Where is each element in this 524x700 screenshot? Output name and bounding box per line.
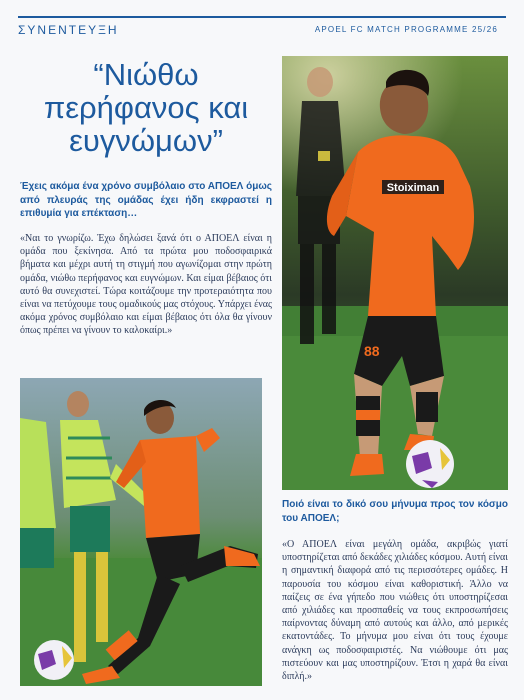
headline [20,58,272,157]
shorts-number: 88 [364,343,380,359]
headline-line-3: ευγνώμων” [69,123,223,158]
answer-1: «Ναι το γνωρίζω. Έχω δηλώσει ξανά ότι ο ΑΠΟΕΛ είναι η ομάδα που ξεκίνησα. Από τα πρώτα μου ποδοσφαιρικά βήματα και μέχρι αυτή τη στιγμή που αγωνίζομαι στην πρώτη ομάδα, νιώθω περήφανος και ευγνώμων. Και είμαι βέβαιος ότι αυτό θα συνεχιστεί. Τώρα κοιτάζουμε την προτεραιότητα που είναι να πετύχουμε τους ομαδικούς μας στόχους. Υπάρχει ένας ακόμα χρόνος συμβόλαιο και είμαι βέβαιος ότι όλα θα γίνουν όπως πρέπει να γίνουν το καλοκαίρι.» [20,233,272,337]
player-running-photo [282,56,508,490]
headline-line-1: “Νιώθω [93,57,199,92]
programme-label: APOEL FC MATCH PROGRAMME 25/26 [314,25,498,34]
question-2: Ποιό είναι το δικό σου μήνυμα προς τον κόσμο του ΑΠΟΕΛ; [282,499,508,524]
answer-2: «Ο ΑΠΟΕΛ είναι μεγάλη ομάδα, ακριβώς γιατί υποστηρίζεται από δεκάδες χιλιάδες κόσμου. Αυτή είναι η σημαντική διαφορά από τις περισσότερες ομάδες. Η παρουσία του κόσμου είναι καθοριστική. Άλλο να παίζεις σε ένα γήπεδο που νιώθεις ότι υποστηρίζεσαι από χιλιάδες και προσπαθείς να τους εκπροσωπήσεις παίρνοντας δύναμη από αυτούς και άλλο, από μερικές εκατοντάδες. Το μήνυμα μου είναι ότι τους έχουμε ανάγκη ως ποδοσφαιριστές. Να νιώθουμε ότι μας πιστεύουν και μας υποστηρίζουν. Έτσι η χαρά θα είναι διπλή.» [282,539,508,683]
headline-line-2: περήφανος και [43,90,249,125]
sponsor-text: Stoiximan [386,182,440,194]
question-1: Έχεις ακόμα ένα χρόνο συμβόλαιο στο ΑΠΟΕΛ όμως από πλευράς της ομάδας έχει ήδη εκφραστεί η επιθυμία για επέκταση… [20,181,272,219]
section-label: ΣΥΝΕΝΤΕΥΞΗ [18,23,119,37]
player-shooting-photo [20,378,262,686]
top-rule [18,16,506,18]
